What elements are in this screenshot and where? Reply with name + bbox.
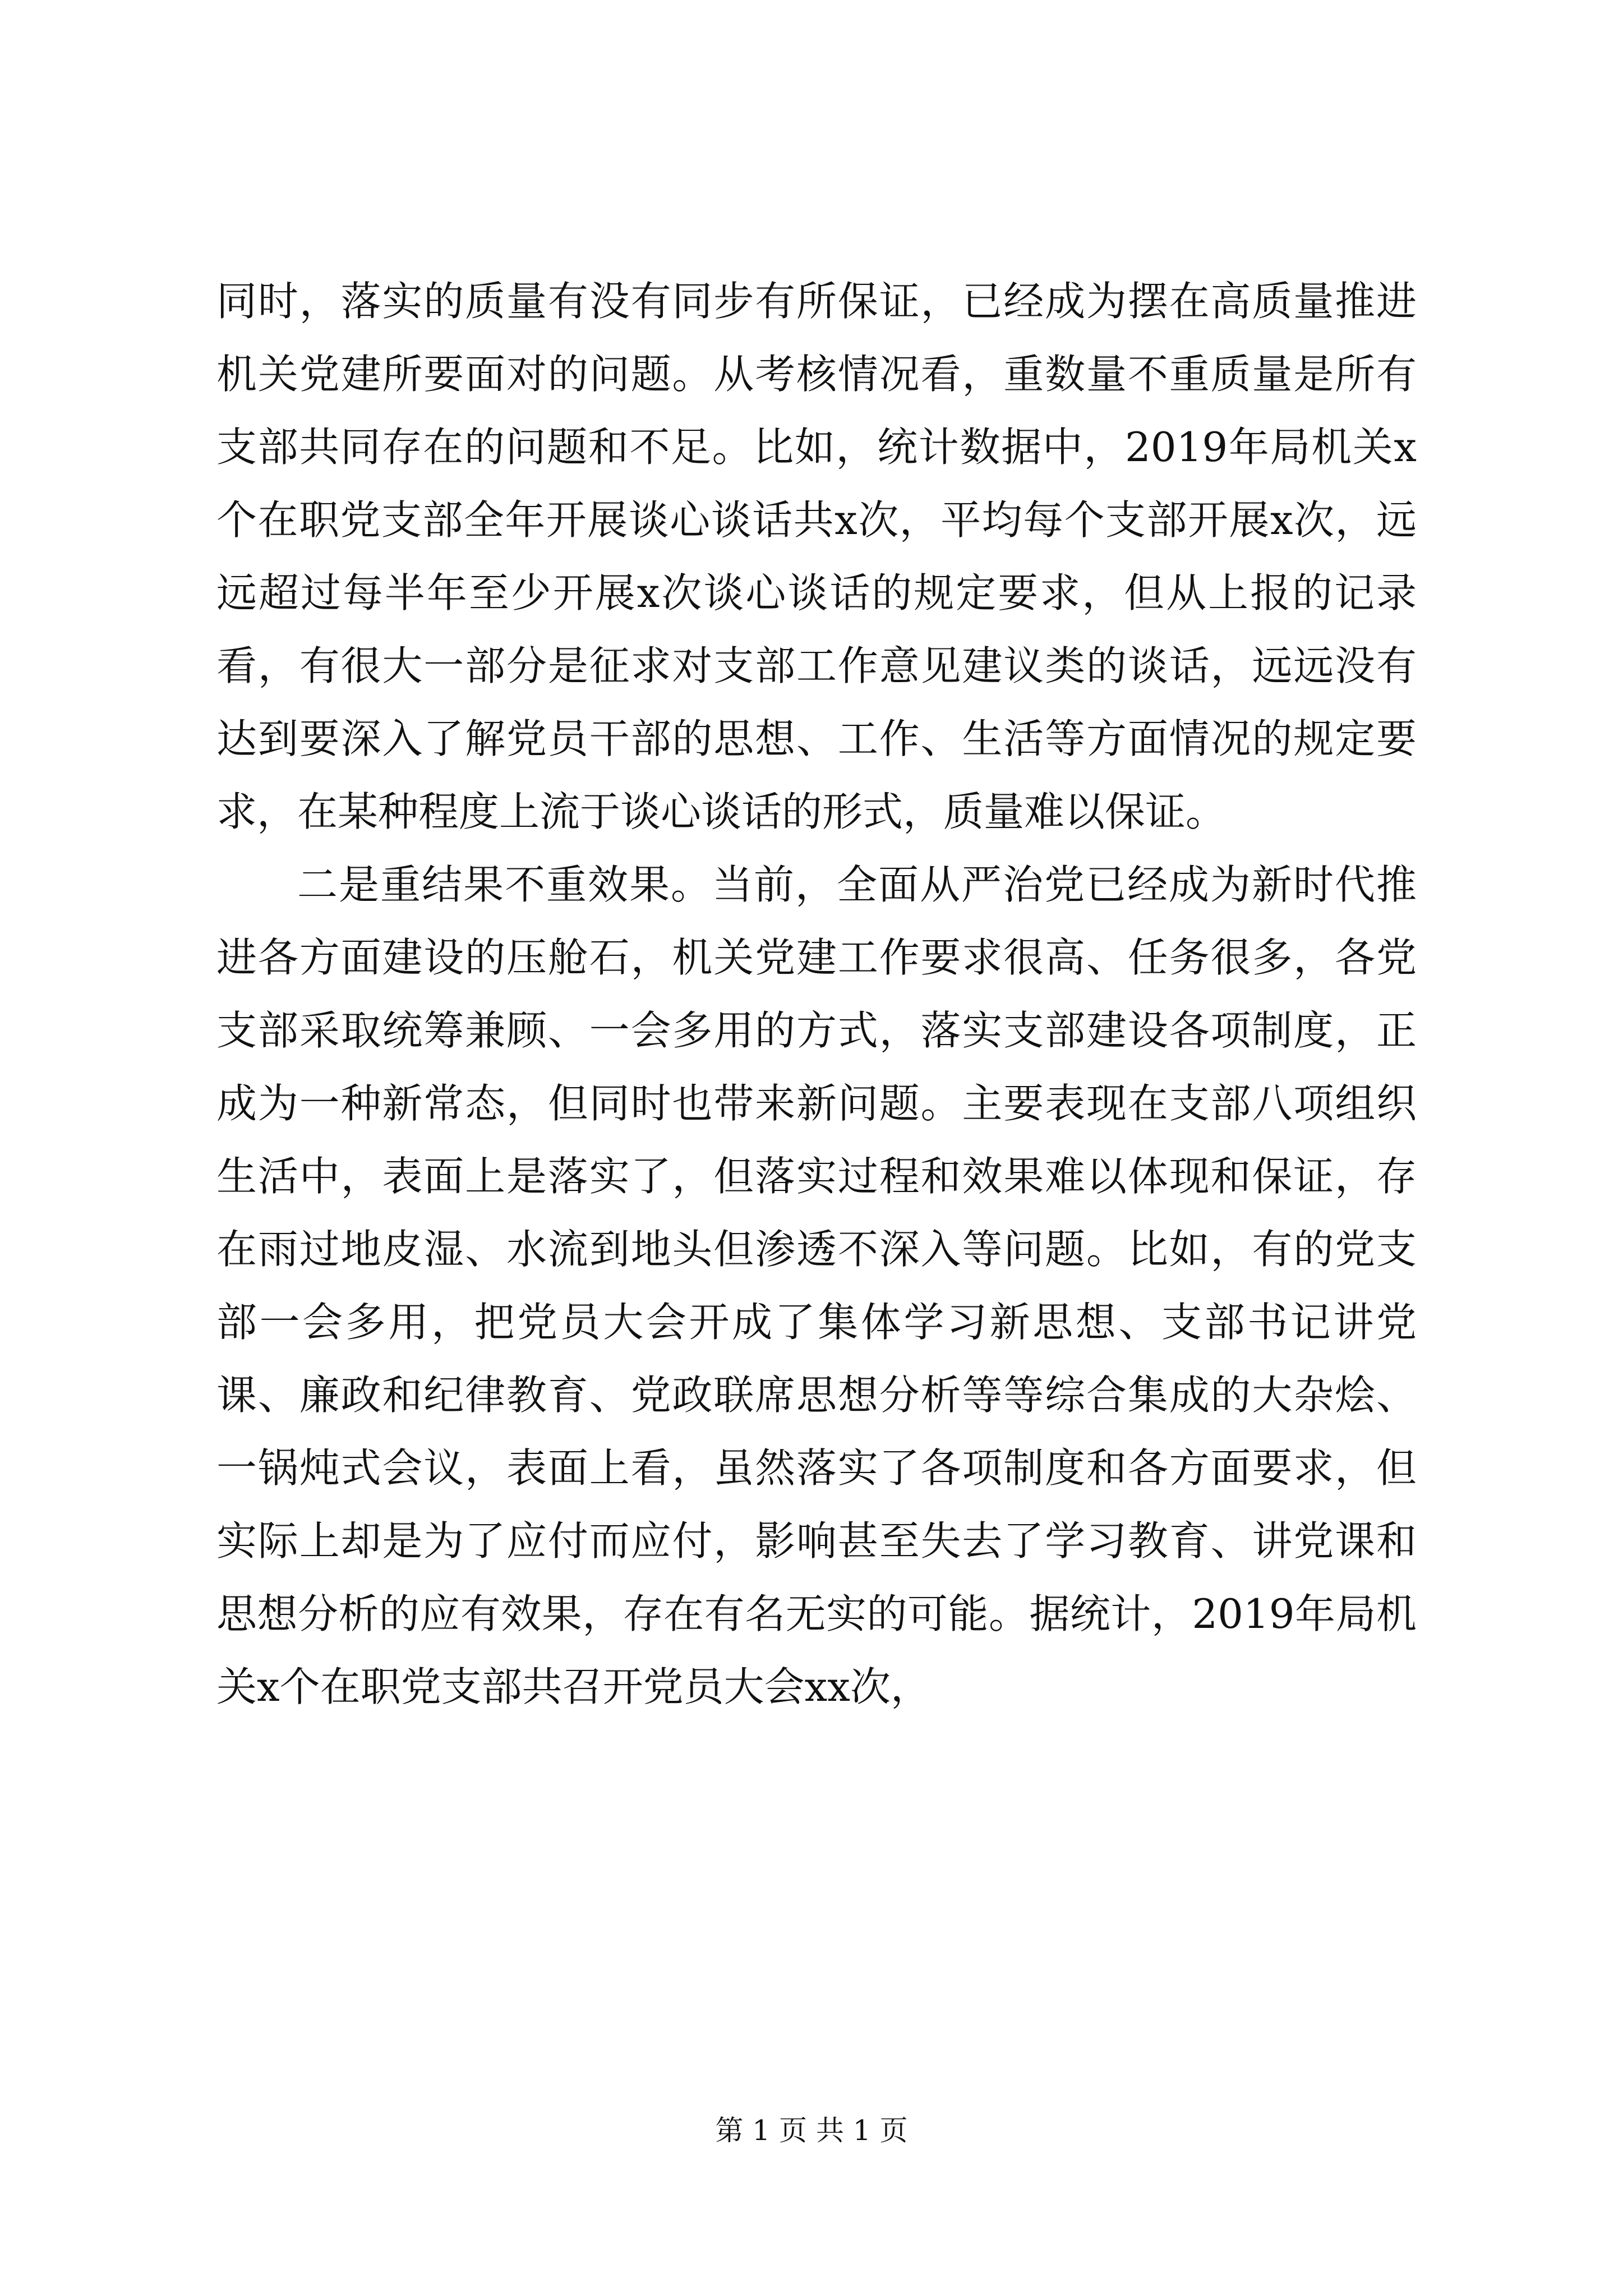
- paragraph-1: 同时，落实的质量有没有同步有所保证，已经成为摆在高质量推进机关党建所要面对的问题。从考核情况看，重数量不重质量是所有支部共同存在的问题和不足。比如，统计数据中，2019年局机关x个在职党支部全年开展谈心谈话共x次，平均每个支部开展x次，远远超过每半年至少开展x次谈心谈话的规定要求，但从上报的记录看，有很大一部分是征求对支部工作意见建议类的谈话，远远没有达到要深入了解党员干部的思想、工作、生活等方面情况的规定要求，在某种程度上流于谈心谈话的形式，质量难以保证。: [216, 278, 1417, 835]
- page-footer: 第 1 页 共 1 页: [715, 2114, 908, 2147]
- paragraph-2: 二是重结果不重效果。当前，全面从严治党已经成为新时代推进各方面建设的压舱石，机关党建工作要求很高、任务很多，各党支部采取统筹兼顾、一会多用的方式，落实支部建设各项制度，正成为一种新常态，但同时也带来新问题。主要表现在支部八项组织生活中，表面上是落实了，但落实过程和效果难以体现和保证，存在雨过地皮湿、水流到地头但渗透不深入等问题。比如，有的党支部一会多用，把党员大会开成了集体学习新思想、支部书记讲党课、廉政和纪律教育、党政联席思想分析等等综合集成的大杂烩、一锅炖式会议，表面上看，虽然落实了各项制度和各方面要求，但实际上却是为了应付而应付，影响甚至失去了学习教育、讲党课和思想分析的应有效果，存在有名无实的可能。据统计，2019年局机关x个在职党支部共召开党员大会xx次，: [216, 861, 1417, 1710]
- document-body: [216, 265, 1417, 1723]
